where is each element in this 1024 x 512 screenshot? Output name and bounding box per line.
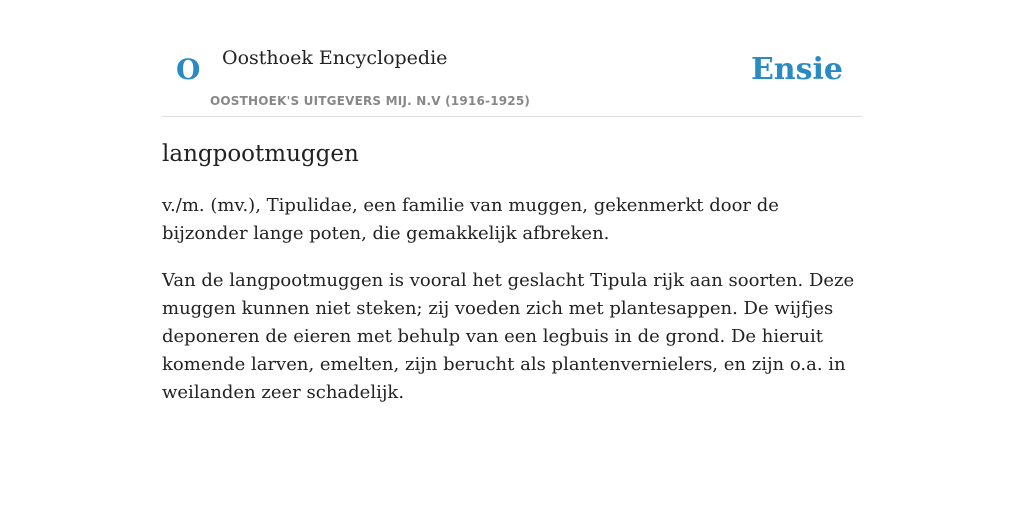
entry-content — [162, 137, 862, 407]
entry-title: langpootmuggen — [162, 141, 359, 167]
publisher-label: OOSTHOEK'S UITGEVERS MIJ. N.V (1916-1925) — [210, 94, 531, 108]
entry-description-paragraph: Van de langpootmuggen is vooral het geslacht Tipula rijk aan soorten. Deze muggen kunnen niet steken; zij voeden zich met plantesappen. De wijfjes deponeren de eieren met behulp van een legbuis in de grond. De hieruit komende larven, emelten, zijn berucht als plantenvernielers, en zijn o.a. in weilanden zeer schadelijk. — [162, 270, 855, 403]
site-header — [162, 0, 862, 117]
encyclopedia-logo-mark[interactable]: O — [176, 53, 201, 86]
ensie-brand-logo[interactable]: Ensie — [750, 52, 843, 87]
entry-definition-paragraph: v./m. (mv.), Tipulidae, een familie van muggen, gekenmerkt door de bijzonder lange poten, die gemakkelijk afbreken. — [162, 195, 779, 244]
encyclopedia-title-link[interactable]: Oosthoek Encyclopedie — [222, 47, 448, 69]
